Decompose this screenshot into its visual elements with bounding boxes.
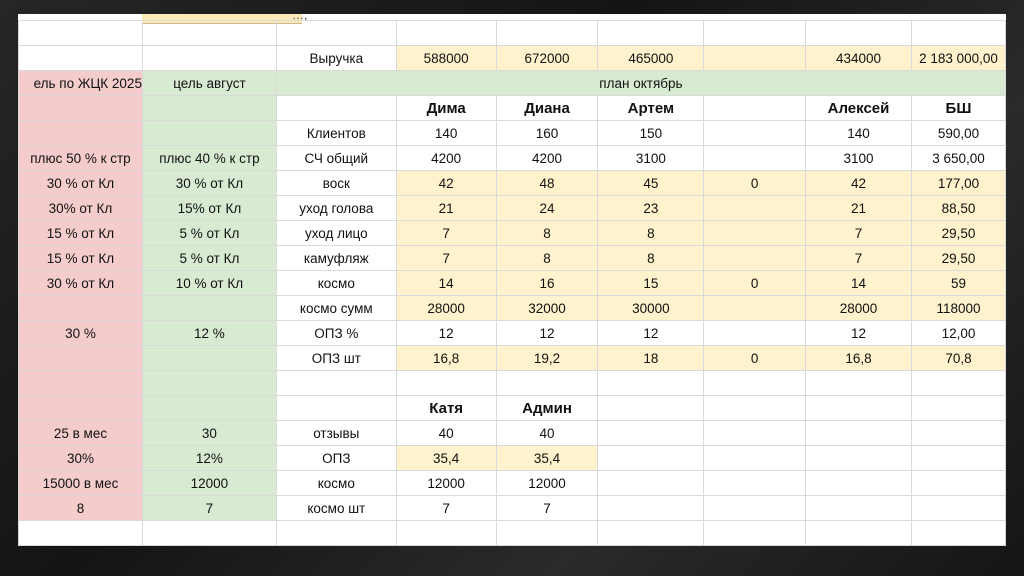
metric-value[interactable]: 59 <box>911 271 1005 296</box>
table-cell[interactable] <box>911 371 1005 396</box>
table-cell[interactable] <box>19 96 143 121</box>
table-cell[interactable] <box>704 396 806 421</box>
table-cell[interactable] <box>704 421 806 446</box>
spreadsheet <box>18 14 1006 546</box>
metric-value[interactable]: 140 <box>806 121 912 146</box>
metric-value[interactable]: 12000 <box>396 471 496 496</box>
metric-value[interactable]: 42 <box>806 171 912 196</box>
metric-value[interactable]: 15 <box>598 271 704 296</box>
metric-value[interactable] <box>704 221 806 246</box>
table-row <box>19 121 1006 146</box>
table-row <box>19 196 1006 221</box>
table-row <box>19 146 1006 171</box>
metric-label[interactable]: космо шт <box>276 496 396 521</box>
table-cell[interactable] <box>396 371 496 396</box>
staff-name[interactable]: Артем <box>598 96 704 121</box>
metric-value[interactable]: 21 <box>396 196 496 221</box>
goal-august-cell[interactable]: 30 % от Кл <box>142 171 276 196</box>
table-cell[interactable] <box>911 396 1005 421</box>
goal-august-cell[interactable] <box>142 346 276 371</box>
table-cell[interactable] <box>806 21 912 46</box>
metric-label[interactable]: ОПЗ % <box>276 321 396 346</box>
goal-2025-cell[interactable]: 30 % от Кл <box>19 171 143 196</box>
table-cell[interactable] <box>598 521 704 546</box>
table-cell[interactable] <box>806 396 912 421</box>
table-cell[interactable] <box>276 96 396 121</box>
metric-value[interactable]: 7 <box>396 246 496 271</box>
metric-value[interactable]: 16 <box>496 271 598 296</box>
table-cell[interactable] <box>806 496 912 521</box>
table-cell[interactable] <box>911 471 1005 496</box>
metric-value[interactable]: 4200 <box>496 146 598 171</box>
table-cell[interactable] <box>911 521 1005 546</box>
metric-label[interactable]: СЧ общий <box>276 146 396 171</box>
metric-value[interactable] <box>704 246 806 271</box>
metric-label[interactable]: ОПЗ шт <box>276 346 396 371</box>
table-cell[interactable] <box>496 521 598 546</box>
table-row <box>19 396 1006 421</box>
goal-2025-cell[interactable] <box>19 121 143 146</box>
revenue-value[interactable]: 672000 <box>496 46 598 71</box>
metric-value[interactable]: 70,8 <box>911 346 1005 371</box>
metric-label[interactable]: космо <box>276 271 396 296</box>
table-cell[interactable] <box>598 471 704 496</box>
staff-name[interactable]: Диана <box>496 96 598 121</box>
metric-value[interactable]: 7 <box>496 496 598 521</box>
metric-value[interactable]: 14 <box>396 271 496 296</box>
metric-value[interactable]: 8 <box>598 246 704 271</box>
metric-value[interactable]: 0 <box>704 346 806 371</box>
table-row <box>19 296 1006 321</box>
goal-2025-cell[interactable]: 30% от Кл <box>19 196 143 221</box>
metric-value[interactable]: 88,50 <box>911 196 1005 221</box>
table-row <box>19 496 1006 521</box>
goal-august-cell[interactable]: 12% <box>142 446 276 471</box>
goal-august-cell[interactable]: 10 % от Кл <box>142 271 276 296</box>
goal-august-header[interactable]: цель август <box>142 71 276 96</box>
metric-value[interactable] <box>704 321 806 346</box>
table-cell[interactable] <box>276 371 396 396</box>
metric-value[interactable]: 7 <box>396 221 496 246</box>
table-row <box>19 246 1006 271</box>
table-cell[interactable] <box>276 396 396 421</box>
table-row <box>19 71 1006 96</box>
goal-2025-cell[interactable]: 30 % <box>19 321 143 346</box>
metric-value[interactable]: 4200 <box>396 146 496 171</box>
goal-august-cell[interactable]: 5 % от Кл <box>142 221 276 246</box>
goal-august-cell[interactable]: 30 <box>142 421 276 446</box>
metric-value[interactable]: 8 <box>598 221 704 246</box>
plan-october-header[interactable]: план октябрь <box>276 71 1005 96</box>
metric-value[interactable]: 3 650,00 <box>911 146 1005 171</box>
table-cell[interactable] <box>598 496 704 521</box>
table-cell[interactable] <box>142 46 276 71</box>
metric-value[interactable]: 14 <box>806 271 912 296</box>
table-cell[interactable] <box>142 521 276 546</box>
goal-2025-cell[interactable]: 25 в мес <box>19 421 143 446</box>
metric-value[interactable] <box>704 146 806 171</box>
table-row <box>19 46 1006 71</box>
goal-2025-header[interactable]: ель по ЖЦК 2025 <box>19 71 143 96</box>
metric-value[interactable]: 12 <box>598 321 704 346</box>
goal-august-cell[interactable] <box>142 296 276 321</box>
metric-value[interactable]: 7 <box>396 496 496 521</box>
table-cell[interactable] <box>142 396 276 421</box>
metric-label[interactable]: космо сумм <box>276 296 396 321</box>
table-cell[interactable] <box>704 496 806 521</box>
metric-value[interactable]: 3100 <box>598 146 704 171</box>
table-cell[interactable] <box>704 371 806 396</box>
revenue-value[interactable]: 588000 <box>396 46 496 71</box>
table-row <box>19 221 1006 246</box>
metric-value[interactable]: 0 <box>704 271 806 296</box>
metric-value[interactable]: 24 <box>496 196 598 221</box>
metric-value[interactable]: 21 <box>806 196 912 221</box>
table-cell[interactable] <box>806 471 912 496</box>
table-cell[interactable] <box>598 371 704 396</box>
table-cell[interactable] <box>911 496 1005 521</box>
table-row <box>19 421 1006 446</box>
table-cell[interactable] <box>806 371 912 396</box>
revenue-value[interactable]: 434000 <box>806 46 912 71</box>
metric-value[interactable]: 7 <box>806 221 912 246</box>
metric-value[interactable]: 30000 <box>598 296 704 321</box>
metric-value[interactable]: 35,4 <box>396 446 496 471</box>
metric-value[interactable]: 12,00 <box>911 321 1005 346</box>
table-row <box>19 21 1006 46</box>
metric-value[interactable]: 19,2 <box>496 346 598 371</box>
metric-label[interactable]: камуфляж <box>276 246 396 271</box>
metric-value[interactable]: 12 <box>806 321 912 346</box>
table-cell[interactable] <box>806 446 912 471</box>
goal-august-cell[interactable] <box>142 121 276 146</box>
goal-august-cell[interactable]: 7 <box>142 496 276 521</box>
table-cell[interactable] <box>911 446 1005 471</box>
metric-value[interactable] <box>704 121 806 146</box>
table-row <box>19 521 1006 546</box>
table-cell[interactable] <box>496 21 598 46</box>
goal-august-cell[interactable]: 5 % от Кл <box>142 246 276 271</box>
metric-label[interactable]: Клиентов <box>276 121 396 146</box>
table-cell[interactable] <box>276 21 396 46</box>
metric-value[interactable]: 23 <box>598 196 704 221</box>
goal-2025-cell[interactable]: 15000 в мес <box>19 471 143 496</box>
table-cell[interactable] <box>142 371 276 396</box>
table-cell[interactable] <box>396 521 496 546</box>
metric-value[interactable]: 40 <box>396 421 496 446</box>
table-row <box>19 371 1006 396</box>
metric-value[interactable]: 35,4 <box>496 446 598 471</box>
table-cell[interactable] <box>806 521 912 546</box>
metric-value[interactable]: 3100 <box>806 146 912 171</box>
table-cell[interactable] <box>276 521 396 546</box>
table-cell[interactable] <box>704 471 806 496</box>
revenue-label[interactable]: Выручка <box>276 46 396 71</box>
metric-value[interactable]: 140 <box>396 121 496 146</box>
metric-label[interactable]: уход лицо <box>276 221 396 246</box>
table-cell[interactable] <box>911 421 1005 446</box>
goal-2025-cell[interactable]: 15 % от Кл <box>19 246 143 271</box>
table-cell[interactable] <box>704 21 806 46</box>
table-row <box>19 321 1006 346</box>
goal-august-cell[interactable]: 12000 <box>142 471 276 496</box>
goal-2025-cell[interactable]: плюс 50 % к стр <box>19 146 143 171</box>
revenue-value[interactable] <box>704 46 806 71</box>
goal-august-cell[interactable]: 12 % <box>142 321 276 346</box>
metric-value[interactable]: 8 <box>496 246 598 271</box>
table-cell[interactable] <box>19 521 143 546</box>
table-cell[interactable] <box>142 21 276 46</box>
metric-value[interactable]: 28000 <box>396 296 496 321</box>
table-row <box>19 171 1006 196</box>
table-cell[interactable] <box>19 21 143 46</box>
revenue-value[interactable]: 2 183 000,00 <box>911 46 1005 71</box>
staff-name[interactable]: Алексей <box>806 96 912 121</box>
metric-value[interactable]: 8 <box>496 221 598 246</box>
metric-value[interactable]: 118000 <box>911 296 1005 321</box>
metric-label[interactable]: отзывы <box>276 421 396 446</box>
metric-value[interactable]: 29,50 <box>911 221 1005 246</box>
metric-value[interactable]: 32000 <box>496 296 598 321</box>
admin-staff-name[interactable]: Катя <box>396 396 496 421</box>
table-cell[interactable] <box>396 21 496 46</box>
table-cell[interactable] <box>598 421 704 446</box>
staff-name[interactable] <box>704 96 806 121</box>
metric-label[interactable]: воск <box>276 171 396 196</box>
metric-label[interactable]: уход голова <box>276 196 396 221</box>
table-cell[interactable] <box>598 21 704 46</box>
table-cell[interactable] <box>19 396 143 421</box>
goal-2025-cell[interactable]: 30% <box>19 446 143 471</box>
metric-value[interactable]: 18 <box>598 346 704 371</box>
staff-name[interactable]: Дима <box>396 96 496 121</box>
metric-value[interactable]: 160 <box>496 121 598 146</box>
metric-value[interactable]: 40 <box>496 421 598 446</box>
table-cell[interactable] <box>598 446 704 471</box>
goal-2025-cell[interactable] <box>19 296 143 321</box>
table-cell[interactable] <box>911 21 1005 46</box>
table-cell[interactable] <box>704 521 806 546</box>
goal-august-cell[interactable]: 15% от Кл <box>142 196 276 221</box>
metric-value[interactable]: 12000 <box>496 471 598 496</box>
table-cell[interactable] <box>142 96 276 121</box>
metric-value[interactable]: 42 <box>396 171 496 196</box>
metric-value[interactable] <box>704 296 806 321</box>
metric-value[interactable]: 150 <box>598 121 704 146</box>
top-text-fragment: …, <box>292 14 308 22</box>
metric-value[interactable]: 29,50 <box>911 246 1005 271</box>
metric-value[interactable]: 12 <box>496 321 598 346</box>
metric-label[interactable]: ОПЗ <box>276 446 396 471</box>
goal-2025-cell[interactable]: 15 % от Кл <box>19 221 143 246</box>
table-cell[interactable] <box>806 421 912 446</box>
goal-august-cell[interactable]: плюс 40 % к стр <box>142 146 276 171</box>
metric-value[interactable]: 45 <box>598 171 704 196</box>
table-row <box>19 471 1006 496</box>
table-row <box>19 446 1006 471</box>
metric-value[interactable]: 16,8 <box>806 346 912 371</box>
goal-2025-cell[interactable] <box>19 346 143 371</box>
metric-value[interactable]: 12 <box>396 321 496 346</box>
metric-value[interactable] <box>704 196 806 221</box>
goal-2025-cell[interactable]: 30 % от Кл <box>19 271 143 296</box>
metric-value[interactable]: 590,00 <box>911 121 1005 146</box>
table-cell[interactable] <box>19 371 143 396</box>
table-cell[interactable] <box>19 46 143 71</box>
table-cell[interactable] <box>496 371 598 396</box>
spreadsheet-grid <box>18 20 1006 546</box>
metric-value[interactable]: 48 <box>496 171 598 196</box>
metric-value[interactable]: 28000 <box>806 296 912 321</box>
admin-staff-name[interactable]: Админ <box>496 396 598 421</box>
metric-value[interactable]: 0 <box>704 171 806 196</box>
table-row <box>19 96 1006 121</box>
table-cell[interactable] <box>598 396 704 421</box>
metric-value[interactable]: 7 <box>806 246 912 271</box>
table-row <box>19 346 1006 371</box>
goal-2025-cell[interactable]: 8 <box>19 496 143 521</box>
table-cell[interactable] <box>704 446 806 471</box>
metric-value[interactable]: 177,00 <box>911 171 1005 196</box>
table-row <box>19 271 1006 296</box>
metric-value[interactable]: 16,8 <box>396 346 496 371</box>
metric-label[interactable]: космо <box>276 471 396 496</box>
revenue-value[interactable]: 465000 <box>598 46 704 71</box>
staff-name[interactable]: БШ <box>911 96 1005 121</box>
